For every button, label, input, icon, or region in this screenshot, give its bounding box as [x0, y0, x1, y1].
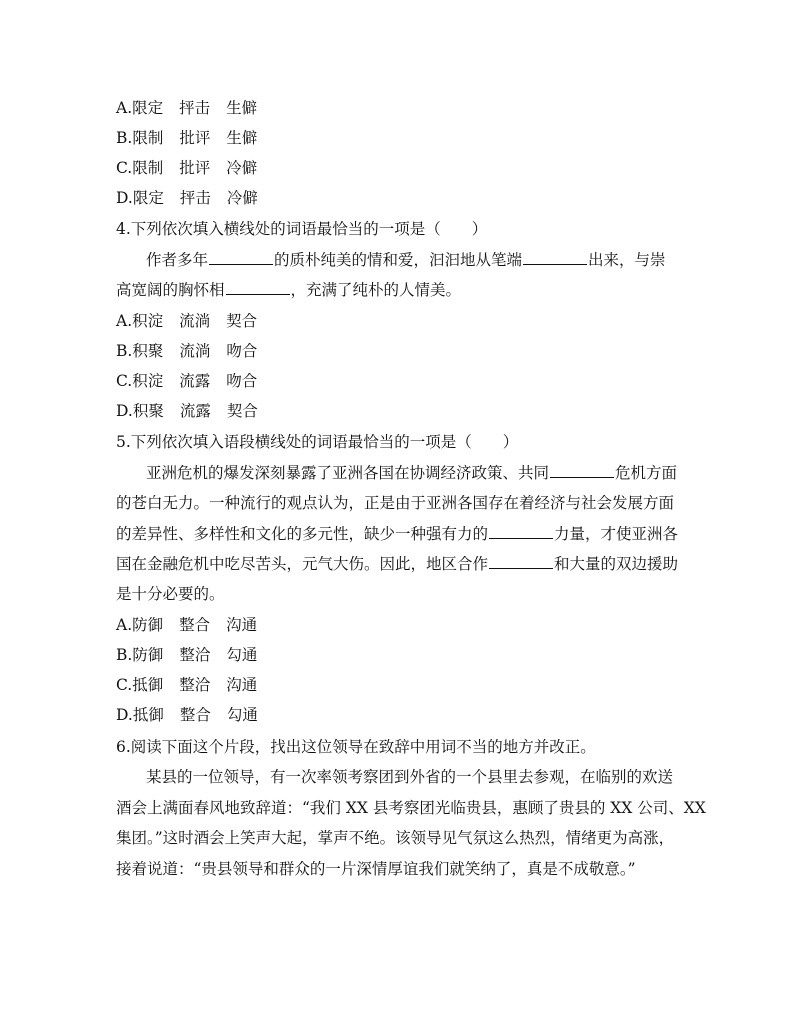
q5-option-c: C.抵御 整洽 沟通 — [116, 676, 258, 694]
answer-blank — [489, 553, 553, 569]
answer-blank — [489, 523, 553, 539]
q5-option-a: A.防御 整合 沟通 — [116, 616, 258, 634]
q4-passage-line-1: 作者多年 的质朴纯美的情和爱，汩汩地从笔端 出来，与崇 — [146, 251, 666, 269]
q4-option-a: A.积淀 流淌 契合 — [116, 312, 258, 330]
q4-option-d: D.积聚 流露 契合 — [116, 402, 258, 420]
q6-stem: 6.阅读下面这个片段，找出这位领导在致辞中用词不当的地方并改正。 — [116, 738, 596, 756]
q6-passage-line-3: 集团。”这时酒会上笑声大起，掌声不绝。该领导见气氛这么热烈，情绪更为高涨， — [116, 829, 675, 847]
q3-option-d: D.限定 抨击 冷僻 — [116, 189, 258, 207]
q4-option-b: B.积聚 流淌 吻合 — [116, 342, 258, 360]
q6-passage-line-2: 酒会上满面春风地致辞道：“我们 XX 县考察团光临贵县，惠顾了贵县的 XX 公司、XX — [116, 799, 706, 817]
q3-option-a: A.限定 抨击 生僻 — [116, 99, 258, 117]
q4-passage-line-2: 高宽阔的胸怀相 ，充满了纯朴的人情美。 — [116, 281, 462, 299]
q5-option-b: B.防御 整洽 勾通 — [116, 646, 258, 664]
q5-option-d: D.抵御 整合 勾通 — [116, 706, 258, 724]
answer-blank — [209, 249, 273, 265]
q6-passage-line-1: 某县的一位领导，有一次率领考察团到外省的一个县里去参观，在临别的欢送 — [146, 768, 674, 786]
answer-blank — [550, 462, 614, 478]
q5-passage-line-1: 亚洲危机的爆发深刻暴露了亚洲各国在协调经济政策、共同 危机方面 — [146, 464, 678, 482]
q3-option-b: B.限制 批评 生僻 — [116, 129, 258, 147]
answer-blank — [226, 279, 290, 295]
q6-passage-line-4: 接着说道：“贵县领导和群众的一片深情厚谊我们就笑纳了，真是不成敬意。” — [116, 860, 636, 878]
q3-option-c: C.限制 批评 冷僻 — [116, 159, 258, 177]
q5-passage-line-4: 国在金融危机中吃尽苦头，元气大伤。因此，地区合作 和大量的双边援助 — [116, 555, 679, 573]
q4-option-c: C.积淀 流露 吻合 — [116, 372, 258, 390]
q4-stem: 4.下列依次填入横线处的词语最恰当的一项是（ ） — [116, 220, 488, 238]
q5-stem: 5.下列依次填入语段横线处的词语最恰当的一项是（ ） — [116, 433, 519, 451]
q5-passage-line-2: 的苍白无力。一种流行的观点认为，正是由于亚洲各国存在着经济与社会发展方面 — [116, 494, 675, 512]
q5-passage-line-5: 是十分必要的。 — [116, 585, 225, 603]
answer-blank — [523, 249, 587, 265]
q5-passage-line-3: 的差异性、多样性和文化的多元性，缺少一种强有力的 力量，才使亚洲各 — [116, 525, 679, 543]
